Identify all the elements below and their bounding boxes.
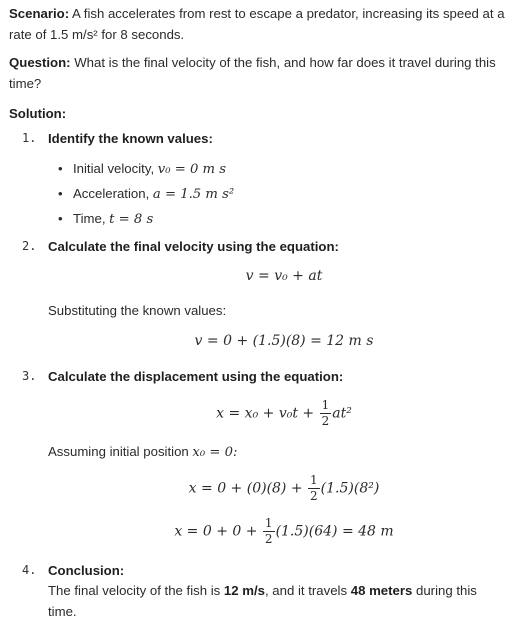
equation-part: x = 0 + 0 + [174,523,262,540]
velocity-result-equation: v = 0 + (1.5)(8) = 12 m s [194,333,374,349]
step-1-title: Identify the known values: [48,131,213,146]
known-initial-velocity [73,158,226,180]
fraction-denominator: 2 [310,489,318,503]
step-3-title: Calculate the displacement using the equation: [48,369,344,384]
question-text-line1: What is the final velocity of the fish, and how far does it travel during this [70,55,496,70]
question-label: Question: [9,55,71,70]
equation-part: (1.5)(8²) [320,480,380,497]
fraction-denominator: 2 [321,414,330,428]
known-acceleration [73,183,234,205]
bullet-icon: • [58,161,63,176]
assumption-line [48,441,512,463]
bullet-math: t = 8 s [109,212,154,227]
conclusion-part: time. [48,604,77,619]
fraction-denominator: 2 [264,532,273,546]
scenario-paragraph [9,3,512,45]
equation-part: at² [332,405,352,422]
question-text-line2: time? [9,76,42,91]
substituting-label: Substituting the known values: [48,303,227,318]
fraction [320,398,332,429]
step-4-number: 4. [22,563,37,577]
fraction-numerator: 1 [321,398,330,412]
fraction [308,473,320,504]
step-1-number: 1. [22,131,37,145]
step-2-number: 2. [22,239,37,253]
known-time [73,208,153,230]
fraction-numerator: 1 [264,516,273,530]
bullet-label: Initial velocity, [73,161,158,176]
bullet-icon: • [58,211,63,226]
equation-part: x = x₀ + v₀t + [216,405,319,422]
fraction [263,516,275,547]
bullet-label: Acceleration, [73,186,153,201]
bullet-math: a = 1.5 m s² [152,187,235,202]
final-velocity-value: 12 m/s [223,583,265,598]
velocity-equation: v = v₀ + at [245,268,323,284]
displacement-substitution-1 [48,473,520,504]
equation-part: x = 0 + (0)(8) + [188,480,308,497]
displacement-substitution-2 [48,516,520,547]
step-2-title: Calculate the final velocity using the equation: [48,239,339,254]
step-4-title: Conclusion: [48,563,125,578]
equation-part: (1.5)(64) = 48 m [275,523,394,540]
question-paragraph [9,52,512,94]
assumption-math: x₀ = 0: [192,445,238,460]
step-3-number: 3. [22,369,37,383]
solution-label: Solution: [9,106,67,121]
bullet-icon: • [58,186,63,201]
scenario-label: Scenario: [9,6,70,21]
displacement-equation [48,398,520,429]
conclusion-part: during this [412,583,477,598]
bullet-label: Time, [73,211,110,226]
assumption-label: Assuming initial position [48,444,193,459]
conclusion-part: The final velocity of the fish is [48,583,224,598]
scenario-text-line1: A fish accelerates from rest to escape a predator, increasing its speed at a [69,6,505,21]
distance-value: 48 meters [350,583,413,598]
conclusion-part: , and it travels [264,583,351,598]
conclusion-text [48,580,512,622]
scenario-text-line2: rate of 1.5 m/s² for 8 seconds. [9,27,185,42]
bullet-math: v₀ = 0 m s [157,162,226,177]
fraction-numerator: 1 [310,473,318,487]
